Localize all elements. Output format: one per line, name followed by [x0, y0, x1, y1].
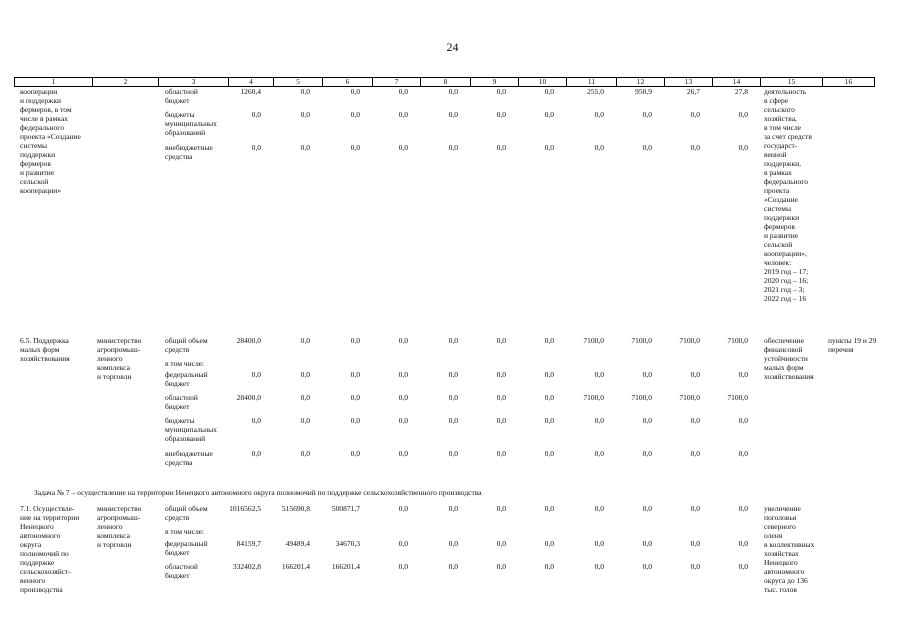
funding-row-value: 7100,0: [727, 336, 748, 345]
expected-result-text: 2022 год – 16: [764, 294, 807, 303]
document-reference-text: перечня: [828, 345, 854, 354]
funding-row-value: 0,0: [251, 370, 261, 379]
expected-result-text: тыс. голов: [764, 585, 797, 594]
funding-row-value: 0,0: [594, 449, 604, 458]
funding-row-value: 0,0: [544, 370, 554, 379]
funding-row-value: 0,0: [642, 143, 652, 152]
expected-result-text: малых форм: [764, 363, 804, 372]
measure-name-text: системы: [20, 141, 48, 150]
funding-row-value: 0,0: [690, 370, 700, 379]
funding-row-value: 0,0: [350, 110, 360, 119]
funding-row-value: 0,0: [690, 504, 700, 513]
funding-row-value: 500871,7: [331, 504, 360, 513]
funding-row-value: 0,0: [448, 539, 458, 548]
funding-row-value: 0,0: [350, 336, 360, 345]
expected-result-text: северного: [764, 522, 796, 531]
measure-name-text: хозяйствования: [20, 354, 70, 363]
responsible-executor-text: комплекса: [97, 531, 130, 540]
funding-row-value: 0,0: [594, 504, 604, 513]
funding-row-value: 0,0: [300, 87, 310, 96]
expected-result-text: поддержки: [764, 213, 800, 222]
funding-source-label: внебюджетные: [165, 143, 213, 152]
funding-row-value: 0,0: [594, 143, 604, 152]
funding-row-value: 0,0: [398, 393, 408, 402]
column-header-8: 8: [421, 78, 471, 86]
funding-source-label: образований: [165, 128, 206, 137]
measure-name-text: малых форм: [20, 345, 60, 354]
funding-row-value: 0,0: [300, 370, 310, 379]
funding-row-value: 0,0: [544, 336, 554, 345]
measure-name-text: кооперации»: [20, 186, 61, 195]
measure-name-text: и поддержки: [20, 96, 61, 105]
expected-result-text: хозяйствах: [764, 549, 799, 558]
measure-name-text: 7.1. Осуществле-: [20, 504, 75, 513]
funding-row-value: 0,0: [496, 539, 506, 548]
expected-result-text: автономного: [764, 567, 805, 576]
column-header-1: 1: [15, 78, 93, 86]
funding-row-value: 26,7: [686, 87, 700, 96]
measure-name-text: поддержки: [20, 150, 56, 159]
funding-row-value: 0,0: [690, 562, 700, 571]
page-number: 24: [446, 40, 459, 54]
funding-row-value: 27,8: [734, 87, 748, 96]
expected-result-text: округа до 136: [764, 576, 808, 585]
funding-row-value: 0,0: [350, 449, 360, 458]
funding-row-value: 0,0: [350, 416, 360, 425]
funding-row-value: 0,0: [300, 336, 310, 345]
funding-row-value: 0,0: [496, 504, 506, 513]
expected-result-text: поддержки,: [764, 159, 801, 168]
funding-row-value: 0,0: [690, 110, 700, 119]
expected-result-text: в том числе: [764, 123, 802, 132]
funding-source-label: областной: [165, 87, 198, 96]
responsible-executor-text: министерство: [97, 336, 142, 345]
funding-row-value: 0,0: [448, 370, 458, 379]
funding-row-value: 0,0: [251, 143, 261, 152]
funding-row-value: 0,0: [496, 562, 506, 571]
funding-row-value: 0,0: [251, 416, 261, 425]
funding-row-value: 0,0: [642, 562, 652, 571]
funding-source-label: в том числе:: [165, 359, 205, 368]
funding-row-value: 0,0: [448, 504, 458, 513]
responsible-executor-text: ленного: [97, 354, 123, 363]
measure-name-text: ние на территории: [20, 513, 80, 522]
funding-row-value: 0,0: [398, 504, 408, 513]
responsible-executor-text: и торговли: [97, 540, 132, 549]
measure-name-text: автономного: [20, 531, 61, 540]
expected-result-text: обеспечение: [764, 336, 804, 345]
measure-name-text: Ненецкого: [20, 522, 54, 531]
funding-row-value: 0,0: [251, 110, 261, 119]
task-heading: Задача № 7 – осуществление на территории Ненецкого автономного округа полномочий по поддержке сельскохозяйственного производства: [34, 488, 482, 497]
funding-row-value: 7100,0: [727, 393, 748, 402]
funding-source-label: бюджет: [165, 402, 190, 411]
funding-source-label: средств: [165, 513, 190, 522]
funding-source-label: образований: [165, 434, 206, 443]
funding-row-value: 0,0: [594, 539, 604, 548]
expected-result-text: 2020 год – 16;: [764, 276, 809, 285]
funding-row-value: 0,0: [300, 449, 310, 458]
funding-source-label: бюджет: [165, 548, 190, 557]
funding-row-value: 1260,4: [240, 87, 261, 96]
measure-name-text: кооперации: [20, 87, 58, 96]
funding-row-value: 0,0: [544, 449, 554, 458]
funding-source-label: общий объем: [165, 504, 208, 513]
expected-result-text: сельской: [764, 240, 793, 249]
funding-row-value: 0,0: [738, 539, 748, 548]
expected-result-text: хозяйства,: [764, 114, 797, 123]
expected-result-text: федерального: [764, 177, 808, 186]
column-header-7: 7: [373, 78, 421, 86]
funding-row-value: 34670,3: [335, 539, 360, 548]
expected-result-text: устойчивости: [764, 354, 808, 363]
funding-row-value: 0,0: [544, 504, 554, 513]
funding-row-value: 28400,0: [236, 393, 261, 402]
funding-row-value: 0,0: [398, 110, 408, 119]
column-header-9: 9: [471, 78, 519, 86]
measure-name-text: фермеров, в том: [20, 105, 72, 114]
responsible-executor-text: министерство: [97, 504, 142, 513]
funding-row-value: 28400,0: [236, 336, 261, 345]
funding-row-value: 0,0: [398, 87, 408, 96]
expected-result-text: 2019 год – 17;: [764, 267, 809, 276]
funding-row-value: 0,0: [448, 87, 458, 96]
funding-row-value: 0,0: [544, 87, 554, 96]
funding-row-value: 0,0: [496, 143, 506, 152]
expected-result-text: человек:: [764, 258, 792, 267]
expected-result-text: в коллективных: [764, 540, 815, 549]
measure-name-text: фермеров: [20, 159, 51, 168]
column-header-15: 15: [761, 78, 823, 86]
funding-row-value: 0,0: [738, 562, 748, 571]
funding-row-value: 0,0: [594, 370, 604, 379]
expected-result-text: оленя: [764, 531, 783, 540]
funding-row-value: 49489,4: [285, 539, 310, 548]
column-header-13: 13: [665, 78, 713, 86]
responsible-executor-text: и торговли: [97, 372, 132, 381]
funding-row-value: 0,0: [544, 562, 554, 571]
funding-row-value: 0,0: [594, 416, 604, 425]
funding-row-value: 0,0: [398, 449, 408, 458]
funding-row-value: 0,0: [496, 87, 506, 96]
funding-row-value: 0,0: [350, 370, 360, 379]
expected-result-text: кооперации»,: [764, 249, 807, 258]
funding-row-value: 0,0: [300, 143, 310, 152]
funding-source-label: федеральный: [165, 370, 208, 379]
responsible-executor-text: агропромыш-: [97, 345, 141, 354]
funding-row-value: 0,0: [448, 143, 458, 152]
funding-row-value: 0,0: [448, 449, 458, 458]
funding-row-value: 0,0: [690, 416, 700, 425]
funding-row-value: 0,0: [738, 449, 748, 458]
expected-result-text: хозяйствования: [764, 372, 814, 381]
funding-row-value: 0,0: [398, 336, 408, 345]
measure-name-text: сельскохозяйст-: [20, 567, 71, 576]
funding-row-value: 7100,0: [631, 336, 652, 345]
funding-row-value: 0,0: [594, 562, 604, 571]
funding-row-value: 166201,4: [331, 562, 360, 571]
funding-row-value: 0,0: [690, 143, 700, 152]
column-header-4: 4: [229, 78, 274, 86]
funding-source-label: в том числе:: [165, 527, 205, 536]
funding-row-value: 0,0: [544, 110, 554, 119]
funding-row-value: 0,0: [642, 110, 652, 119]
funding-row-value: 0,0: [642, 449, 652, 458]
expected-result-text: увеличение: [764, 504, 801, 513]
funding-row-value: 84159,7: [236, 539, 261, 548]
funding-row-value: 0,0: [496, 110, 506, 119]
funding-row-value: 0,0: [398, 370, 408, 379]
expected-result-text: и развитие: [764, 231, 799, 240]
funding-row-value: 7100,0: [679, 393, 700, 402]
measure-name-text: венного: [20, 576, 46, 585]
expected-result-text: деятельность: [764, 87, 807, 96]
funding-row-value: 7100,0: [583, 336, 604, 345]
funding-row-value: 0,0: [496, 416, 506, 425]
column-header-5: 5: [274, 78, 323, 86]
funding-source-label: федеральный: [165, 539, 208, 548]
responsible-executor-text: ленного: [97, 522, 123, 531]
funding-source-label: муниципальных: [165, 119, 217, 128]
measure-name-text: сельской: [20, 177, 49, 186]
funding-row-value: 0,0: [300, 416, 310, 425]
responsible-executor-text: комплекса: [97, 363, 130, 372]
document-reference-text: пункты 19 и 29: [828, 336, 877, 345]
funding-row-value: 0,0: [642, 416, 652, 425]
funding-row-value: 332402,8: [232, 562, 261, 571]
funding-source-label: бюджеты: [165, 110, 195, 119]
expected-result-text: государст-: [764, 141, 798, 150]
funding-source-label: средства: [165, 152, 193, 161]
funding-row-value: 0,0: [642, 539, 652, 548]
funding-row-value: 0,0: [496, 370, 506, 379]
funding-row-value: 0,0: [544, 143, 554, 152]
funding-row-value: 0,0: [544, 416, 554, 425]
funding-row-value: 255,0: [587, 87, 604, 96]
funding-row-value: 0,0: [350, 393, 360, 402]
funding-row-value: 0,0: [448, 562, 458, 571]
expected-result-text: фермеров: [764, 222, 795, 231]
funding-source-label: бюджет: [165, 571, 190, 580]
funding-source-label: бюджеты: [165, 416, 195, 425]
column-header-10: 10: [519, 78, 567, 86]
funding-row-value: 7100,0: [679, 336, 700, 345]
expected-result-text: финансовой: [764, 345, 803, 354]
expected-result-text: в сфере: [764, 96, 789, 105]
funding-row-value: 7100,0: [583, 393, 604, 402]
funding-source-label: бюджет: [165, 379, 190, 388]
expected-result-text: «Создание: [764, 195, 798, 204]
measure-name-text: числе в рамках: [20, 114, 68, 123]
funding-row-value: 0,0: [690, 449, 700, 458]
measure-name-text: поддержке: [20, 558, 55, 567]
column-header-14: 14: [713, 78, 761, 86]
funding-source-label: средства: [165, 458, 193, 467]
funding-row-value: 515690,8: [281, 504, 310, 513]
funding-row-value: 0,0: [738, 416, 748, 425]
funding-row-value: 0,0: [398, 143, 408, 152]
measure-name-text: округа: [20, 540, 42, 549]
expected-result-text: в рамках: [764, 168, 792, 177]
funding-row-value: 0,0: [448, 393, 458, 402]
funding-row-value: 0,0: [738, 370, 748, 379]
funding-row-value: 0,0: [496, 393, 506, 402]
expected-result-text: 2021 год – 3;: [764, 285, 805, 294]
funding-row-value: 0,0: [398, 416, 408, 425]
measure-name-text: полномочий по: [20, 549, 69, 558]
funding-row-value: 0,0: [496, 336, 506, 345]
funding-row-value: 0,0: [448, 110, 458, 119]
table-header-row: [14, 77, 875, 87]
funding-row-value: 0,0: [642, 370, 652, 379]
column-header-2: 2: [93, 78, 159, 86]
funding-row-value: 0,0: [448, 416, 458, 425]
funding-row-value: 7100,0: [631, 393, 652, 402]
funding-row-value: 950,9: [635, 87, 652, 96]
expected-result-text: сельского: [764, 105, 795, 114]
expected-result-text: Ненецкого: [764, 558, 798, 567]
funding-row-value: 0,0: [300, 393, 310, 402]
funding-row-value: 0,0: [738, 143, 748, 152]
measure-name-text: проекта «Создание: [20, 132, 81, 141]
expected-result-text: системы: [764, 204, 792, 213]
funding-source-label: областной: [165, 393, 198, 402]
funding-row-value: 0,0: [496, 449, 506, 458]
responsible-executor-text: агропромыш-: [97, 513, 141, 522]
funding-row-value: 166201,4: [281, 562, 310, 571]
funding-source-label: муниципальных: [165, 425, 217, 434]
measure-name-text: 6.5. Поддержка: [20, 336, 69, 345]
column-header-12: 12: [617, 78, 665, 86]
funding-row-value: 0,0: [642, 504, 652, 513]
funding-row-value: 0,0: [398, 562, 408, 571]
funding-row-value: 0,0: [544, 539, 554, 548]
funding-row-value: 0,0: [350, 87, 360, 96]
expected-result-text: за счет средств: [764, 132, 812, 141]
funding-row-value: 0,0: [738, 110, 748, 119]
column-header-3: 3: [159, 78, 229, 86]
funding-source-label: внебюджетные: [165, 449, 213, 458]
funding-row-value: 0,0: [300, 110, 310, 119]
funding-row-value: 1016562,5: [229, 504, 261, 513]
funding-row-value: 0,0: [448, 336, 458, 345]
funding-row-value: 0,0: [398, 539, 408, 548]
expected-result-text: проекта: [764, 186, 790, 195]
funding-source-label: средств: [165, 345, 190, 354]
column-header-11: 11: [567, 78, 617, 86]
funding-row-value: 0,0: [690, 539, 700, 548]
funding-source-label: областной: [165, 562, 198, 571]
expected-result-text: венной: [764, 150, 787, 159]
funding-row-value: 0,0: [544, 393, 554, 402]
funding-source-label: бюджет: [165, 96, 190, 105]
measure-name-text: федерального: [20, 123, 64, 132]
funding-row-value: 0,0: [350, 143, 360, 152]
column-header-16: 16: [823, 78, 875, 86]
expected-result-text: поголовья: [764, 513, 797, 522]
funding-source-label: общий объем: [165, 336, 208, 345]
measure-name-text: и развитие: [20, 168, 55, 177]
column-header-6: 6: [323, 78, 373, 86]
measure-name-text: производства: [20, 585, 63, 594]
funding-row-value: 0,0: [738, 504, 748, 513]
funding-row-value: 0,0: [594, 110, 604, 119]
funding-row-value: 0,0: [251, 449, 261, 458]
